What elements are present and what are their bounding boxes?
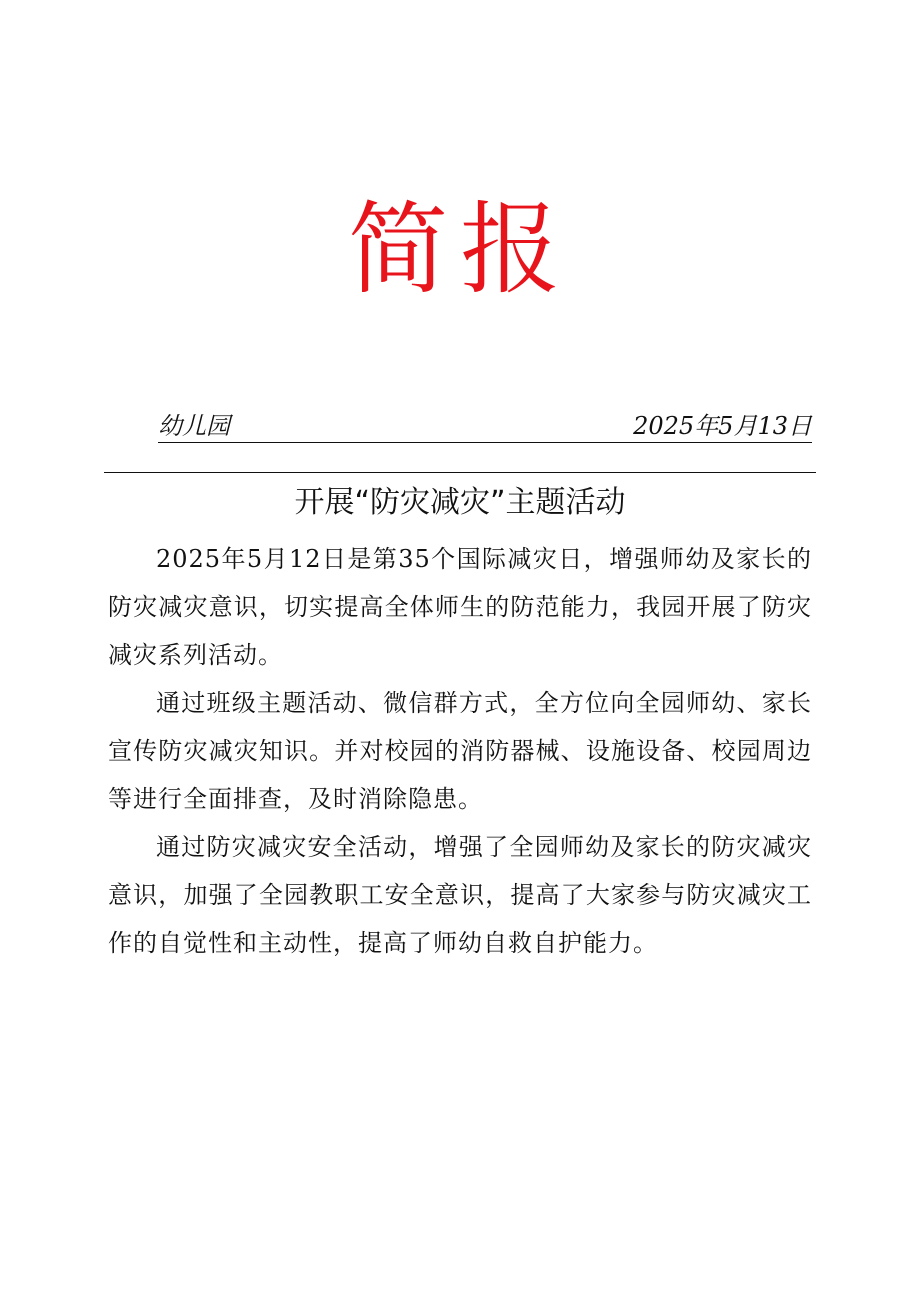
paragraph-3: 通过防灾减灾安全活动，增强了全园师幼及家长的防灾减灾意识，加强了全园教职工安全意识，提高了大家参与防灾减灾工作的自觉性和主动性，提高了师幼自救自护能力。 bbox=[108, 833, 812, 957]
masthead-title: 简报 bbox=[348, 191, 572, 308]
issue-date: 2025年5月13日 bbox=[633, 412, 812, 440]
article-body bbox=[108, 535, 812, 967]
header-divider bbox=[104, 472, 816, 473]
paragraph-1: 2025年5月12日是第35个国际减灾日，增强师幼及家长的防灾减灾意识，切实提高全体师生的防范能力，我园开展了防灾减灾系列活动。 bbox=[108, 545, 812, 669]
organization-name: 幼儿园 bbox=[158, 412, 230, 440]
article-title: 开展“防灾减灾”主题活动 bbox=[294, 485, 626, 520]
meta-line bbox=[158, 410, 812, 443]
paragraph-2: 通过班级主题活动、微信群方式，全方位向全园师幼、家长宣传防灾减灾知识。并对校园的消防器械、设施设备、校园周边等进行全面排查，及时消除隐患。 bbox=[108, 689, 812, 813]
